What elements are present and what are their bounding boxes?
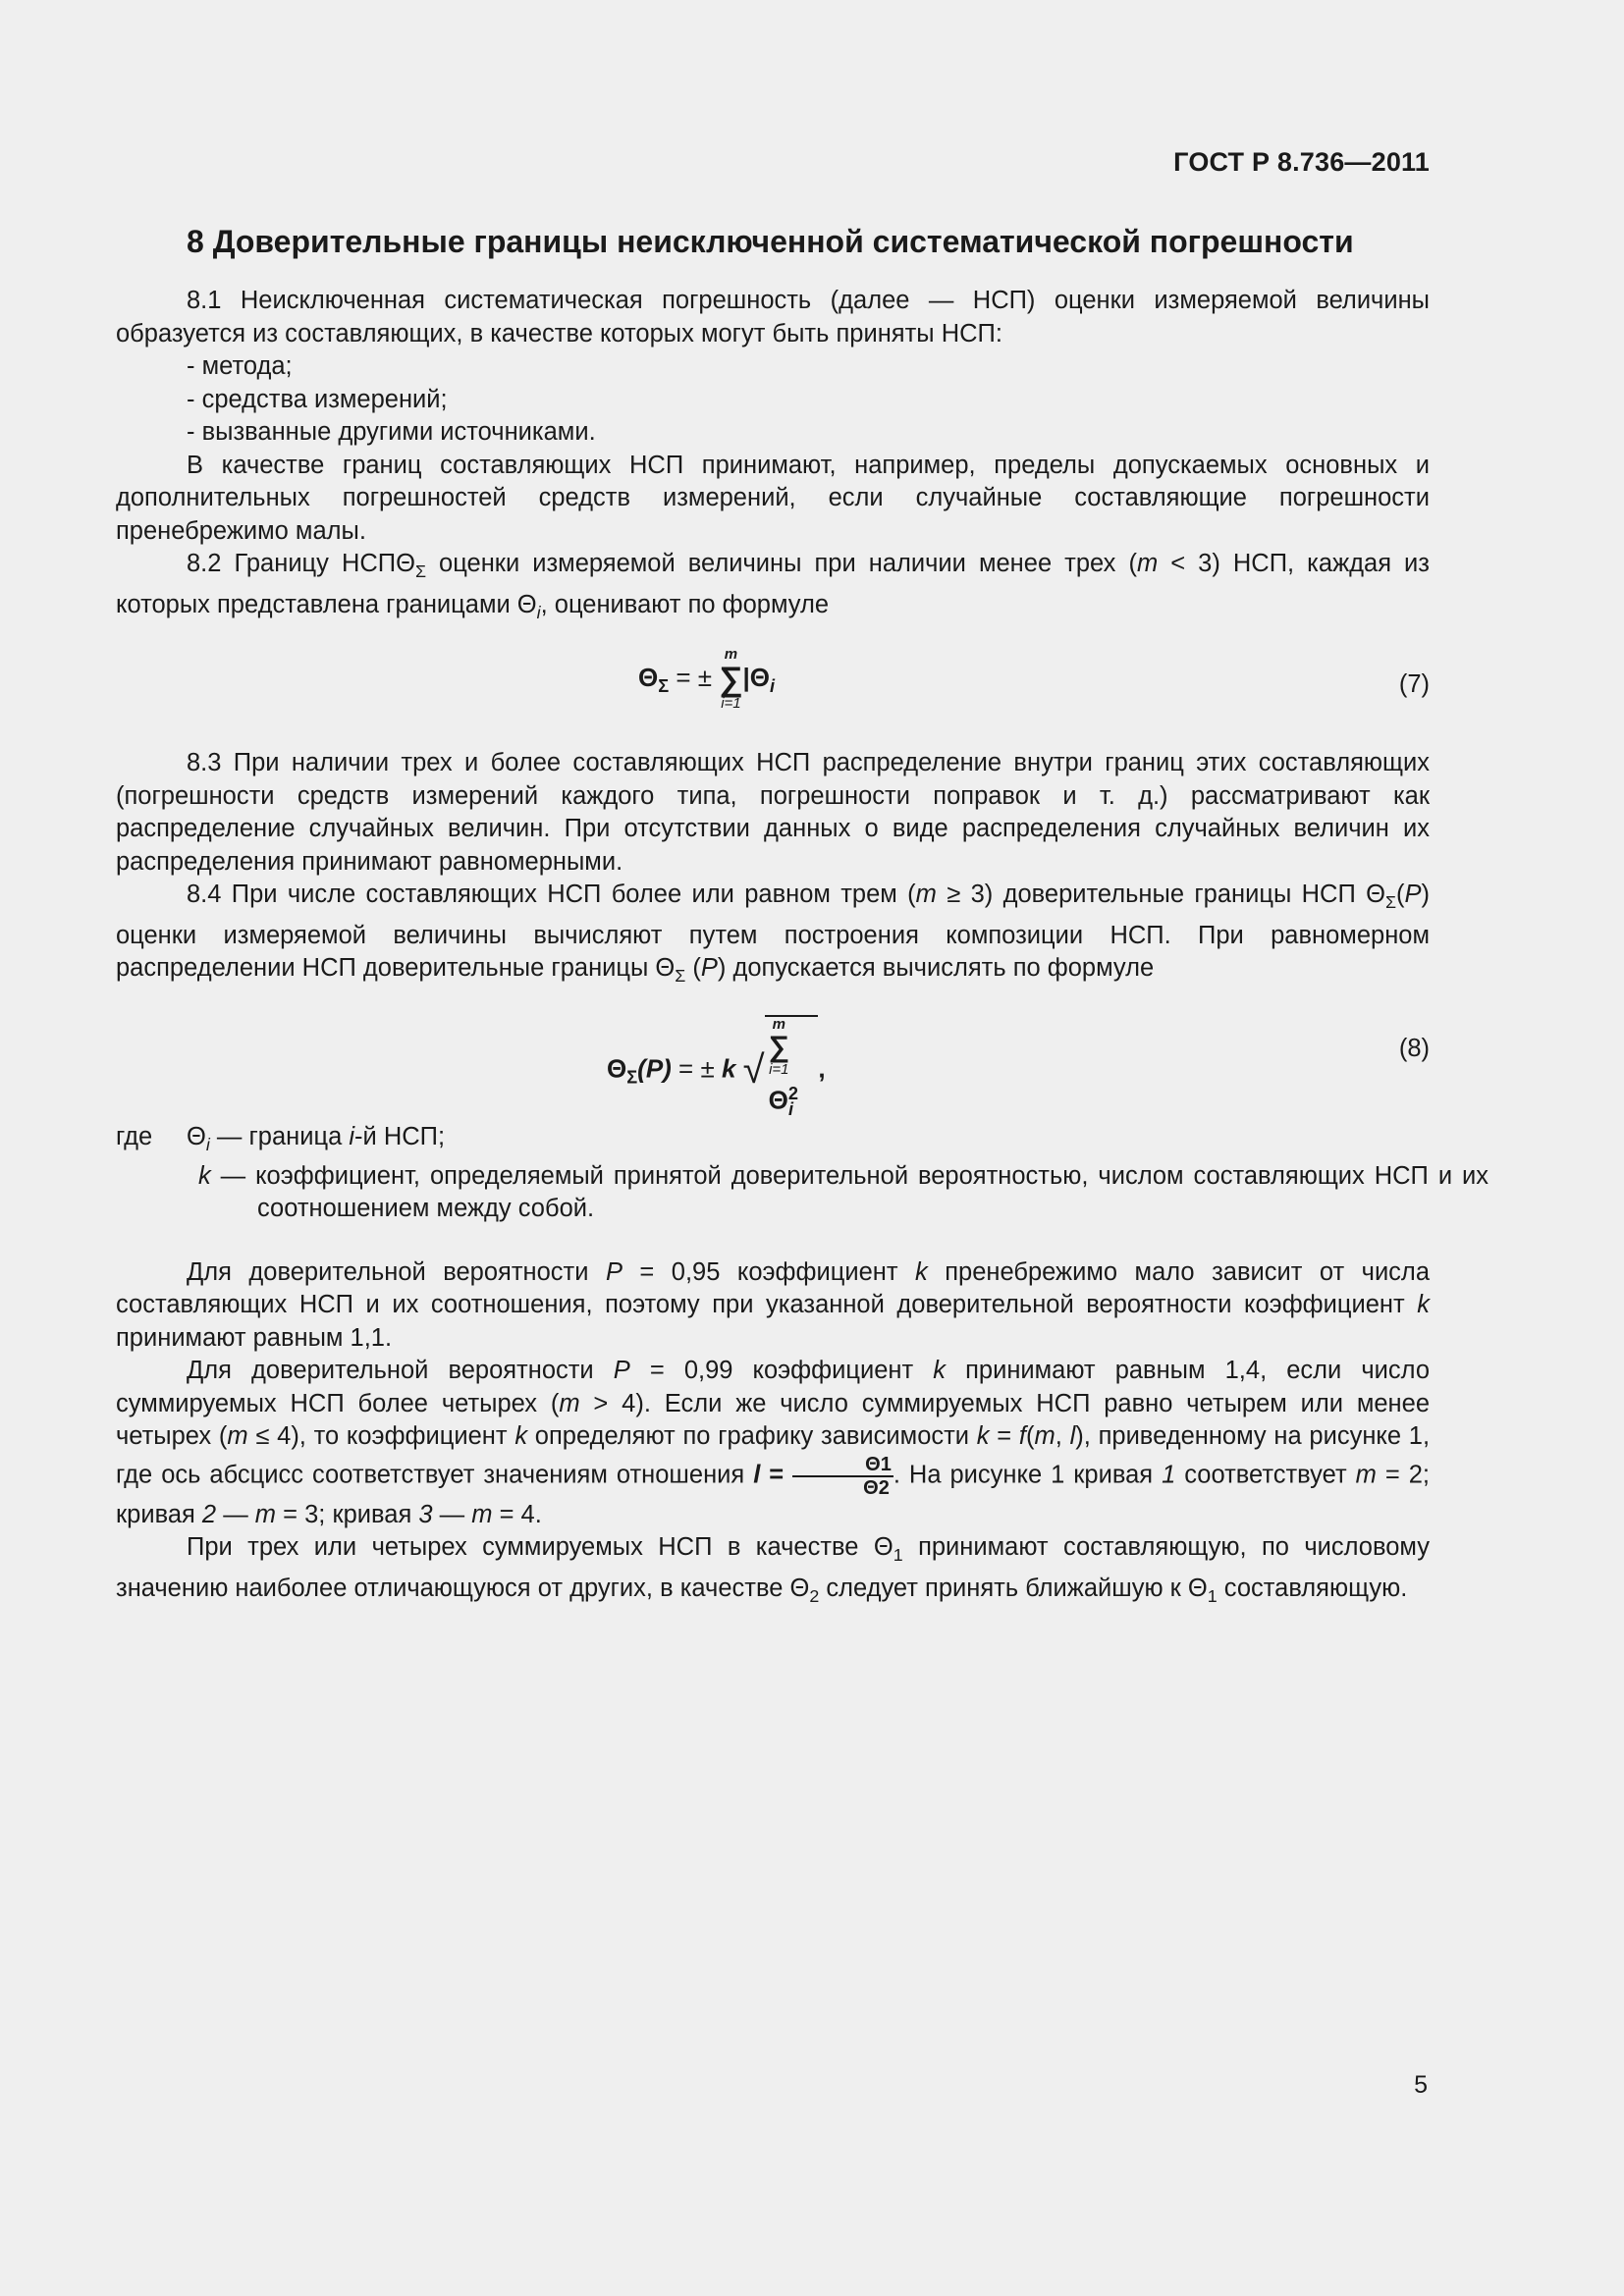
list-item: - вызванные другими источниками.	[187, 418, 596, 446]
ratio-fraction: $\frac{\Theta 1}{\Theta 2}$	[792, 1454, 893, 1499]
paragraph-8-1-note: В качестве границ составляющих НСП принимают, например, пределы допускаемых основных и дополнительных погрешностей средств измерений, если случайные составляющие погрешности пренебрежимо малы.	[116, 451, 1430, 545]
paragraph-8-1: 8.1 Неисключенная систематическая погрешность (далее — НСП) оценки измеряемой величины образуется из составляющих, в качестве которых могут быть приняты НСП:	[116, 287, 1430, 347]
paragraph-p099: Для доверительной вероятности P = 0,99 коэффициент k принимают равным 1,4, если число суммируемых НСП более четырех (m > 4). Если же число суммируемых НСП равно четырем или менее четырех (m ≤ 4), то коэффициент k определяют по графику зависимости k = f(m, l), приведенному на рисунке 1, где ось абсцисс соответствует значениям отношения l = $\frac{\Theta 1}{\Theta 2}$ . На рисунке 1 кривая 1 соответствует m = 2; кривая 2 — m = 3; кривая 3 — m = 4.	[116, 1357, 1431, 1528]
paragraph-8-2: 8.2 Границу $НСП\Theta_\Sigma$ оценки измеряемой величины при наличии менее трех (m < 3) НСП, каждая из которых представлена границами $\Theta_i$, оценивают по формуле	[116, 550, 1430, 622]
where-row: $\Theta_i$ — граница i-й НСП;	[187, 1122, 446, 1154]
formula-number: (8)	[1398, 1034, 1430, 1062]
paragraph-8-3: 8.3 При наличии трех и более составляющих НСП распределение внутри границ этих составляющих (погрешности средств измерений каждого типа, погрешности поправок и т. д.) рассматривают как распределение случайных величин. При отсутствии данных о виде распределения случайных величин их распределения принимают равномерными.	[116, 749, 1430, 876]
section-title: 8 Доверительные границы неисключенной систематической погрешности	[187, 224, 1354, 259]
paragraph-last: При трех или четырех суммируемых НСП в качестве $\Theta_1$ принимают составляющую, по числовому значению наиболее отличающуюся от других, в качестве $\Theta_2$ следует принять ближайшую к $\Theta_1$ составляющую.	[116, 1533, 1430, 1607]
list-item: - средства измерений;	[187, 385, 448, 413]
paragraph-8-4: 8.4 При числе составляющих НСП более или равном трем (m ≥ 3) доверительные границы НСП $\Theta_\Sigma(P)$ оценки измеряемой величины вычисляют путем построения композиции НСП. При равномерном распределении НСП доверительные границы $\Theta_\Sigma$ (P) допускается вычислять по формуле	[116, 881, 1430, 987]
list-item: - метода;	[187, 352, 293, 380]
document-code: ГОСТ Р 8.736—2011	[1173, 147, 1430, 177]
formula-7: $\Theta_\Sigma$ = ± m ∑ i=1 $|\Theta_i$ (7)	[638, 646, 1430, 713]
paragraph-p095: Для доверительной вероятности P = 0,95 коэффициент k пренебрежимо мало зависит от числа составляющих НСП и их соотношения, поэтому при указанной доверительной вероятности коэффициент k принимают равным 1,1.	[116, 1257, 1430, 1352]
page-number: 5	[1414, 2071, 1428, 2099]
document-body	[116, 285, 1489, 1614]
formula-number: (7)	[1398, 670, 1430, 699]
where-block: где $\Theta_i$ — граница i-й НСП; k — коэффициент, определяемый принятой доверительной вероятностью, числом составляющих НСП и их соотношением между собой.	[116, 1121, 1430, 1231]
where-row: k — коэффициент, определяемый принятой доверительной вероятностью, числом составляющих НСП и их соотношением между собой.	[198, 1161, 1489, 1223]
formula-8: $\Theta_\Sigma(P)$ = ± k √ m ∑ i=1 $\Theta^2_i$, (8)	[116, 993, 1430, 1121]
